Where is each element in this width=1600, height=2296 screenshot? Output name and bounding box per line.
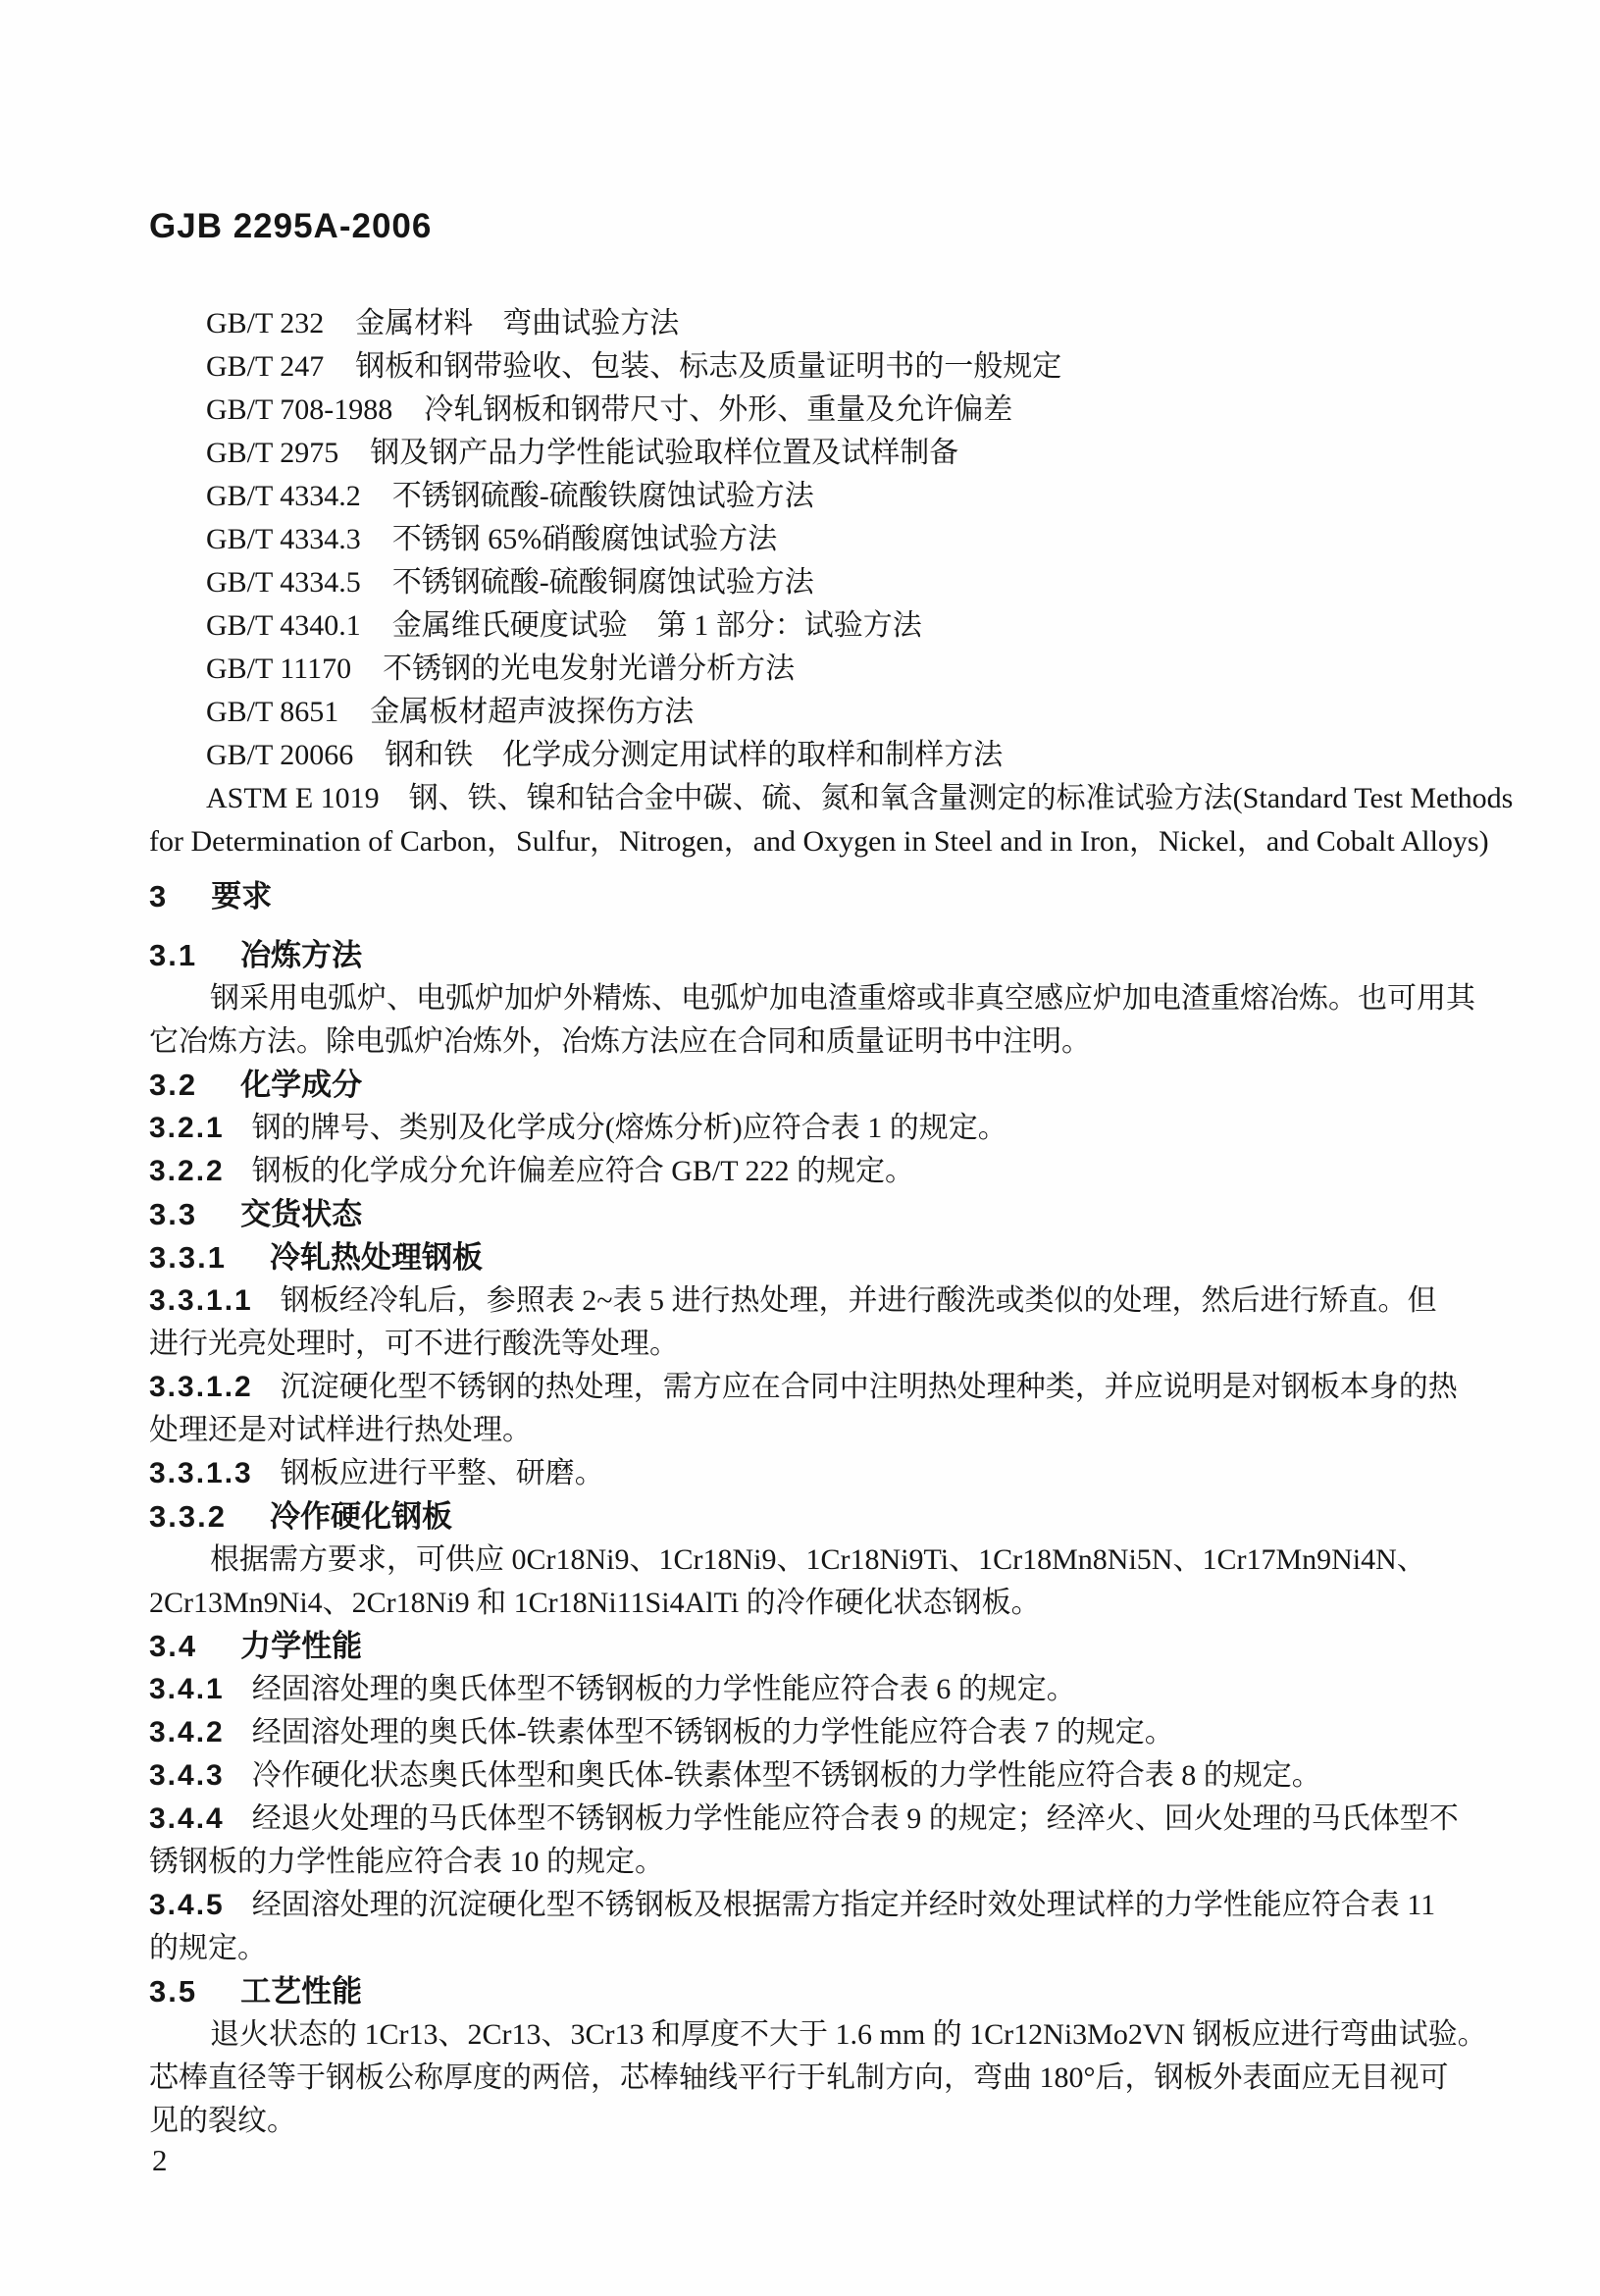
clause-3-4-4 [149,1798,1502,1841]
clause-number: 3.2.1 [149,1112,225,1144]
clause-text: 冷作硬化状态奥氏体型和奥氏体-铁素体型不锈钢板的力学性能应符合表 8 的规定。 [251,1759,1321,1792]
clause-3-3-1-2 [149,1366,1502,1409]
reference-title: 钢及钢产品力学性能试验取样位置及试样制备 [370,437,959,469]
clause-3-3-1-3 [149,1452,1502,1495]
clause-3-2-1 [149,1107,1502,1150]
section-number: 3.3.2 [149,1499,227,1534]
reference-item-astm [149,777,1514,820]
clause-text: 钢板的化学成分允许偏差应符合 GB/T 222 的规定。 [251,1155,915,1187]
reference-title: 不锈钢 65%硝酸腐蚀试验方法 [391,523,778,555]
section-number: 3.3.1 [149,1240,227,1275]
reference-code: GB/T 11170 [206,652,352,685]
page-number: 2 [152,2143,168,2177]
reference-item [149,389,1502,432]
normative-references-list [149,302,1514,863]
reference-item [149,302,1502,345]
reference-astm-continuation: for Determination of Carbon，Sulfur，Nitrogen，and Oxygen in Steel and in Iron，Nickel，and Cobalt Alloys) [149,825,1489,858]
clause-continuation: 处理还是对试样进行热处理。 [149,1414,532,1446]
section-title: 冶炼方法 [240,938,363,972]
clause-text: 经固溶处理的奥氏体型不锈钢板的力学性能应符合表 6 的规定。 [251,1673,1076,1705]
section-3-heading [149,875,1502,918]
reference-code: GB/T 2975 [206,437,339,469]
reference-code: GB/T 8651 [206,696,339,728]
section-title: 要求 [211,879,273,913]
clause-text: 经固溶处理的奥氏体-铁素体型不锈钢板的力学性能应符合表 7 的规定。 [251,1716,1174,1748]
clause-text: 经固溶处理的沉淀硬化型不锈钢板及根据需方指定并经时效处理试样的力学性能应符合表 11 [251,1889,1436,1921]
reference-code: GB/T 708-1988 [206,393,393,426]
reference-title: 金属维氏硬度试验 第 1 部分：试验方法 [391,609,922,642]
reference-item [149,648,1502,691]
reference-code: GB/T 4334.3 [206,523,361,555]
reference-code: GB/T 20066 [206,739,354,771]
section-3-5-heading [149,1970,1502,2013]
paragraph-line: 根据需方要求，可供应 0Cr18Ni9、1Cr18Ni9、1Cr18Ni9Ti、1Cr18Mn8Ni5N、1Cr17Mn9Ni4N、 [210,1543,1426,1576]
clause-continuation: 进行光亮处理时，可不进行酸洗等处理。 [149,1328,679,1360]
section-title: 工艺性能 [240,1974,363,2009]
reference-title: 金属板材超声波探伤方法 [370,696,695,728]
reference-code: GB/T 4334.2 [206,480,361,512]
paragraph-line: 2Cr13Mn9Ni4、2Cr18Ni9 和 1Cr18Ni11Si4AlTi 的冷作硬化状态钢板。 [149,1587,1041,1619]
section-3-3-1-heading [149,1236,1502,1279]
clause-continuation: 锈钢板的力学性能应符合表 10 的规定。 [149,1846,664,1878]
clause-3-4-3 [149,1754,1502,1798]
clause-text: 经退火处理的马氏体型不锈钢板力学性能应符合表 9 的规定；经淬火、回火处理的马氏体型不 [251,1802,1459,1835]
reference-item [149,561,1502,604]
section-3-3-2-heading [149,1495,1502,1539]
section-3-1-heading [149,934,1502,977]
reference-code: GB/T 247 [206,350,325,383]
section-title: 化学成分 [240,1068,363,1102]
reference-title: 不锈钢的光电发射光谱分析方法 [383,652,796,685]
clause-text: 钢的牌号、类别及化学成分(熔炼分析)应符合表 1 的规定。 [251,1112,1007,1144]
clause-text: 钢板经冷轧后，参照表 2~表 5 进行热处理，并进行酸洗或类似的处理，然后进行矫直。但 [280,1284,1437,1317]
reference-code: ASTM E 1019 [206,782,380,814]
clause-number: 3.4.5 [149,1889,225,1921]
clause-number: 3.3.1.1 [149,1284,253,1317]
paragraph-line: 退火状态的 1Cr13、2Cr13、3Cr13 和厚度不大于 1.6 mm 的 1Cr12Ni3Mo2VN 钢板应进行弯曲试验。 [210,2018,1487,2051]
section-3-2-heading [149,1064,1502,1107]
section-title: 冷轧热处理钢板 [269,1240,483,1275]
reference-title: 钢、铁、镍和钴合金中碳、硫、氮和氧含量测定的标准试验方法(Standard Test Methods [408,782,1514,814]
section-number: 3.1 [149,938,198,972]
section-title: 力学性能 [240,1629,363,1663]
clause-number: 3.3.1.2 [149,1371,253,1403]
reference-item [149,518,1502,561]
paragraph-line: 芯棒直径等于钢板公称厚度的两倍，芯棒轴线平行于轧制方向，弯曲 180°后，钢板外表面应无目视可 [149,2061,1449,2094]
section-3-4-heading [149,1625,1502,1668]
reference-title: 金属材料 弯曲试验方法 [355,307,680,339]
section-3-3-heading [149,1193,1502,1236]
clause-number: 3.4.2 [149,1716,225,1748]
reference-item [149,345,1502,389]
reference-item [149,734,1502,777]
reference-item [149,604,1502,648]
section-number: 3.3 [149,1197,198,1231]
clause-number: 3.4.3 [149,1759,225,1792]
reference-title: 钢板和钢带验收、包装、标志及质量证明书的一般规定 [355,350,1062,383]
clause-3-4-1 [149,1668,1502,1711]
reference-item [149,691,1502,734]
section-number: 3.4 [149,1629,198,1663]
reference-title: 不锈钢硫酸-硫酸铁腐蚀试验方法 [391,480,814,512]
reference-title: 冷轧钢板和钢带尺寸、外形、重量及允许偏差 [424,393,1013,426]
clause-number: 3.2.2 [149,1155,225,1187]
paragraph-line: 钢采用电弧炉、电弧炉加炉外精炼、电弧炉加电渣重熔或非真空感应炉加电渣重熔冶炼。也可用其 [210,982,1475,1015]
reference-title: 钢和铁 化学成分测定用试样的取样和制样方法 [385,739,1004,771]
clause-text: 沉淀硬化型不锈钢的热处理，需方应在合同中注明热处理种类，并应说明是对钢板本身的热 [280,1371,1458,1403]
clause-3-3-1-1 [149,1279,1502,1323]
standard-number: GJB 2295A-2006 [149,207,433,245]
section-title: 冷作硬化钢板 [269,1499,452,1534]
clause-number: 3.4.4 [149,1802,225,1835]
paragraph-line: 见的裂纹。 [149,2105,296,2137]
paragraph-line: 它冶炼方法。除电弧炉冶炼外，冶炼方法应在合同和质量证明书中注明。 [149,1025,1091,1058]
section-number: 3.5 [149,1974,198,2009]
clause-3-4-2 [149,1711,1502,1754]
section-title: 交货状态 [240,1197,363,1231]
reference-code: GB/T 4334.5 [206,566,361,599]
clause-number: 3.3.1.3 [149,1457,253,1489]
clause-3-4-5 [149,1884,1502,1927]
clause-3-2-2 [149,1150,1502,1193]
reference-title: 不锈钢硫酸-硫酸铜腐蚀试验方法 [391,566,814,599]
section-number: 3.2 [149,1068,198,1102]
reference-item [149,475,1502,518]
reference-code: GB/T 4340.1 [206,609,361,642]
reference-code: GB/T 232 [206,307,325,339]
reference-item [149,432,1502,475]
clause-text: 钢板应进行平整、研磨。 [280,1457,604,1489]
clause-continuation: 的规定。 [149,1932,267,1964]
clause-number: 3.4.1 [149,1673,225,1705]
section-number: 3 [149,879,169,913]
